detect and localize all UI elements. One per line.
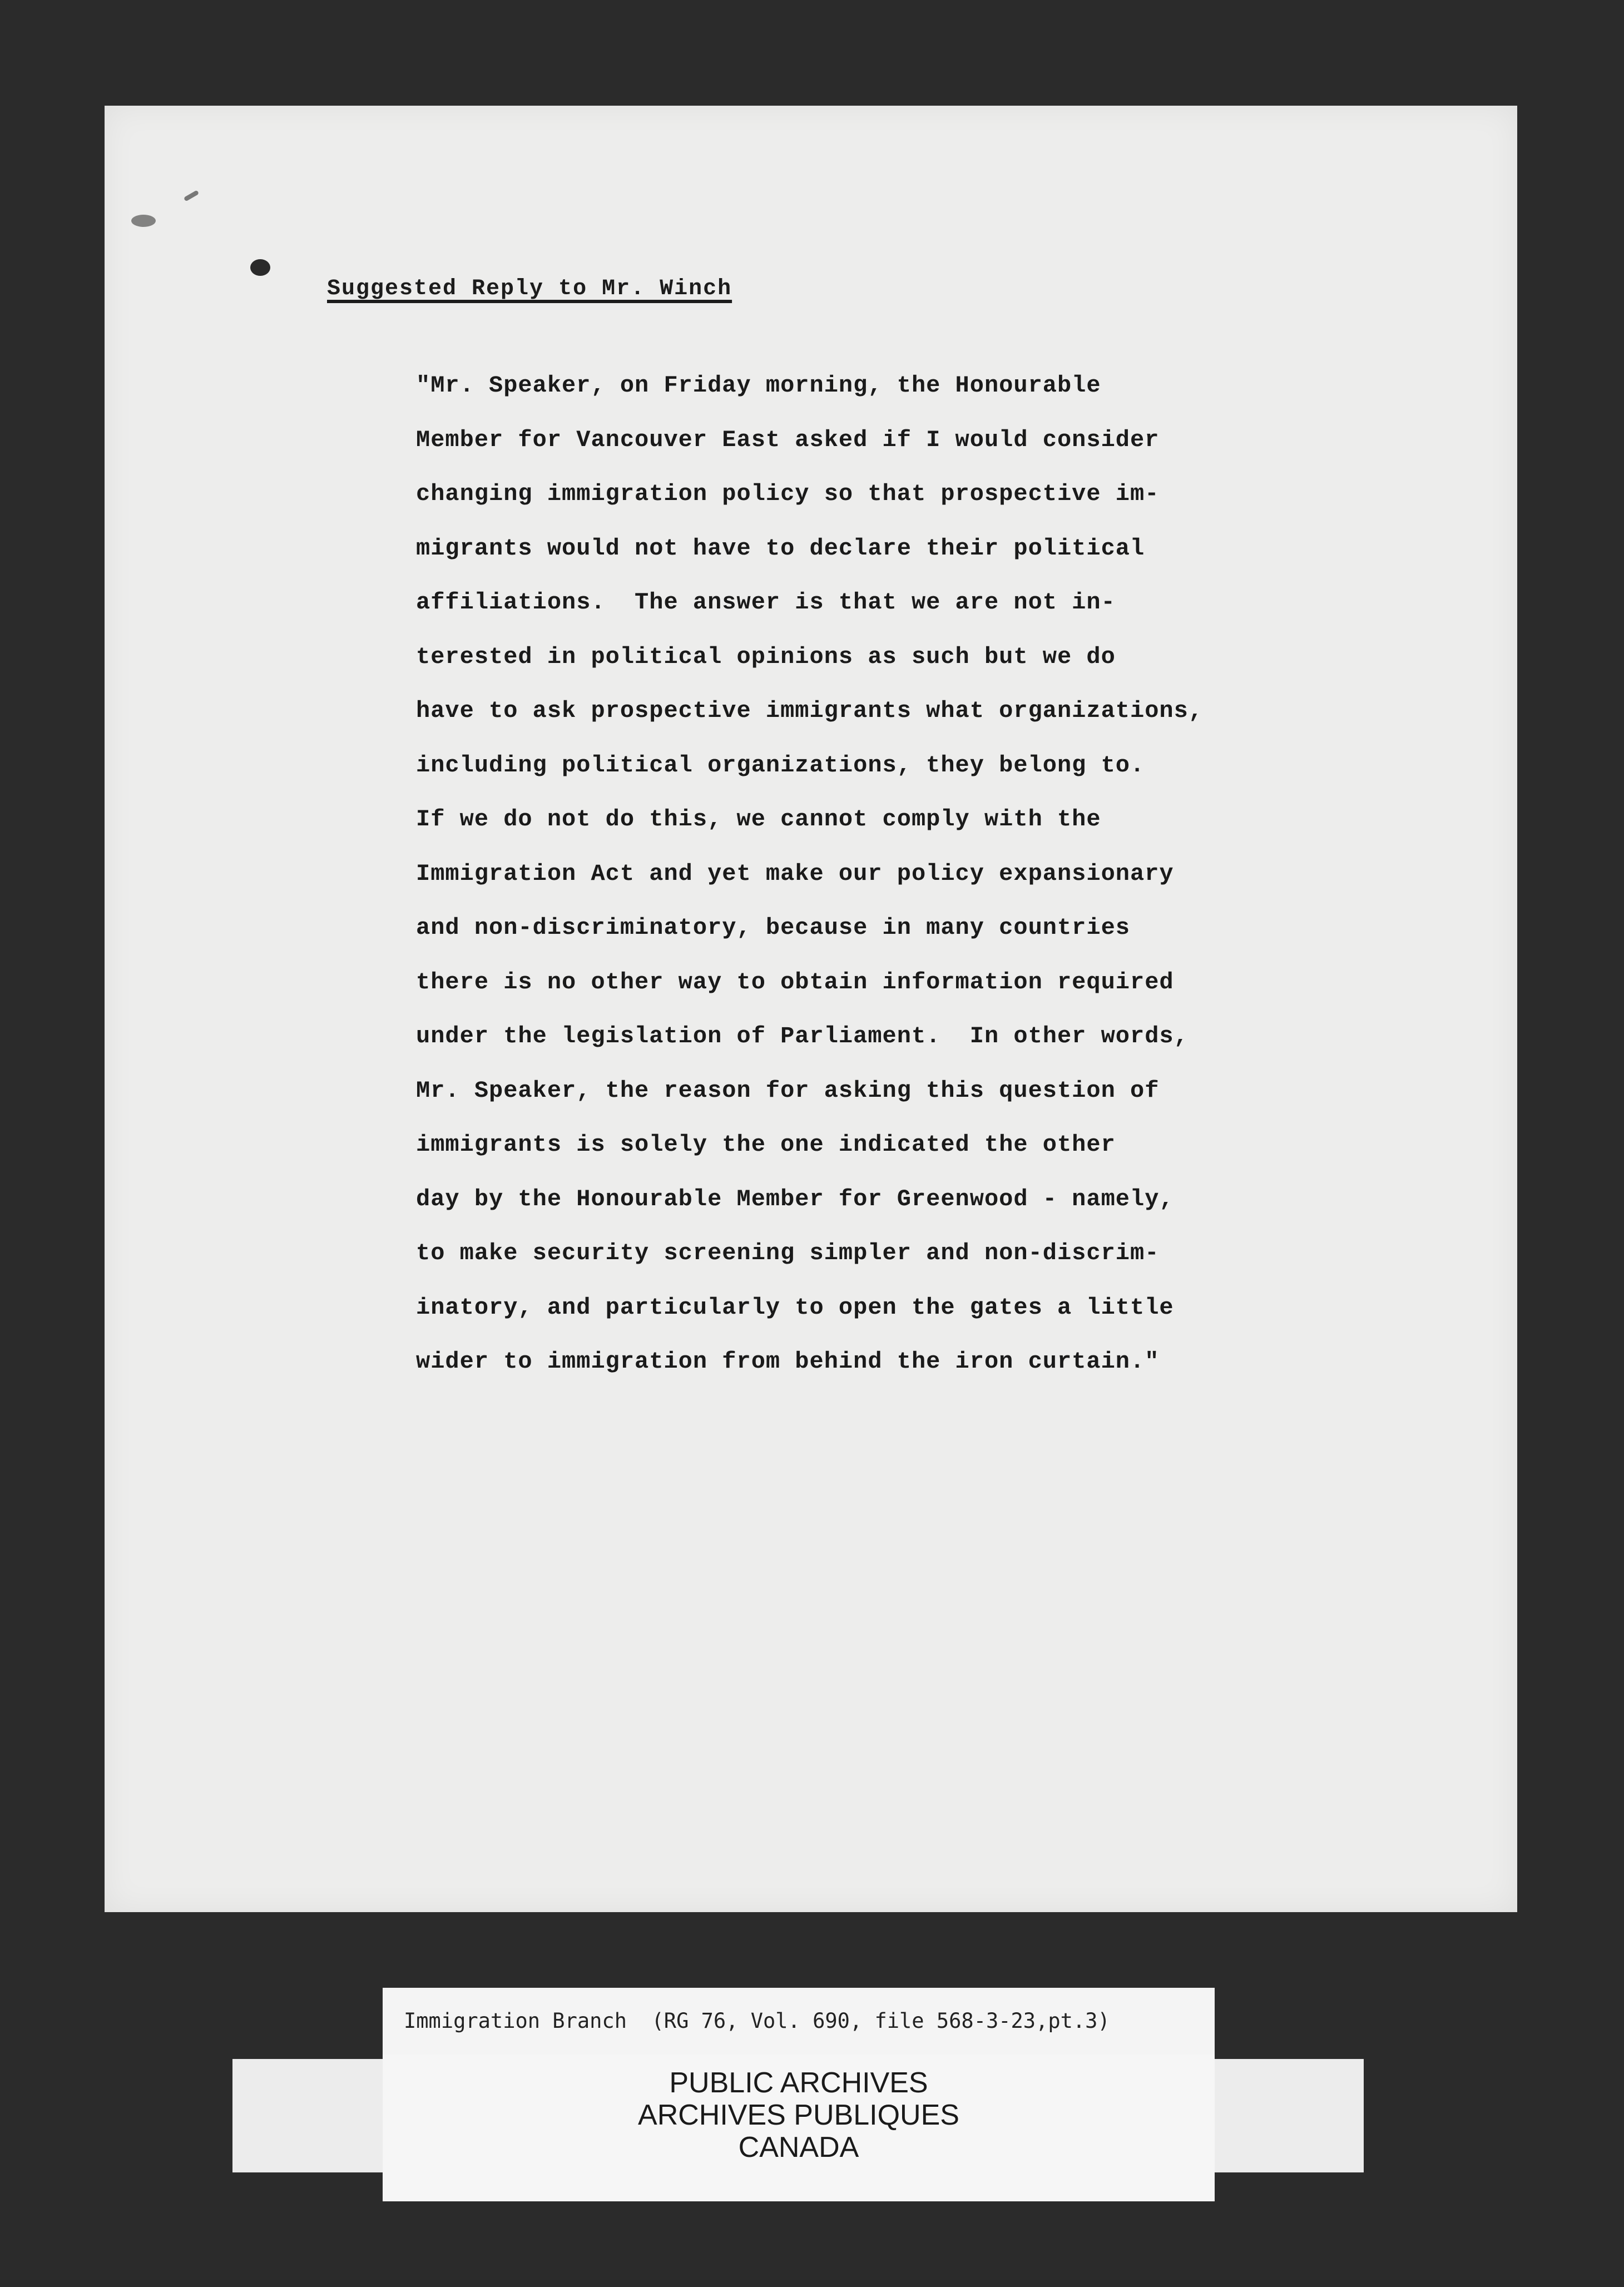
ink-smudge	[131, 215, 156, 227]
body-line: affiliations. The answer is that we are not in-	[416, 589, 1116, 616]
body-line: "Mr. Speaker, on Friday morning, the Honourable	[416, 372, 1101, 399]
ink-mark	[184, 190, 199, 202]
body-line: Mr. Speaker, the reason for asking this question of	[416, 1077, 1160, 1104]
archive-reference: Immigration Branch (RG 76, Vol. 690, file 568-3-23,pt.3)	[404, 2009, 1110, 2033]
body-line: have to ask prospective immigrants what organizations,	[416, 697, 1204, 724]
body-line: changing immigration policy so that prospective im-	[416, 481, 1160, 507]
stamp-line: ARCHIVES PUBLIQUES	[638, 2099, 959, 2131]
body-line: Immigration Act and yet make our policy expansionary	[416, 860, 1174, 887]
archive-stamp	[383, 2067, 1215, 2164]
archive-stamp-label	[383, 2047, 1215, 2201]
stamp-line: CANADA	[738, 2131, 859, 2164]
document-title: Suggested Reply to Mr. Winch	[327, 276, 732, 301]
body-line: inatory, and particularly to open the gates a little	[416, 1294, 1174, 1321]
archive-reference-label	[383, 1988, 1215, 2055]
body-line: including political organizations, they belong to.	[416, 751, 1145, 779]
body-line: wider to immigration from behind the iron curtain."	[416, 1348, 1160, 1375]
body-line: immigrants is solely the one indicated the other	[416, 1131, 1116, 1158]
body-line: terested in political opinions as such but we do	[416, 643, 1116, 670]
body-line: there is no other way to obtain information required	[416, 968, 1174, 996]
body-line: to make security screening simpler and non-discrim-	[416, 1240, 1160, 1266]
stamp-line: PUBLIC ARCHIVES	[669, 2067, 928, 2099]
ink-blot	[250, 259, 270, 276]
body-line: day by the Honourable Member for Greenwood - namely,	[416, 1185, 1174, 1212]
document-page	[105, 106, 1517, 1912]
body-line: If we do not do this, we cannot comply with the	[416, 806, 1101, 833]
body-line: migrants would not have to declare their political	[416, 534, 1145, 562]
body-line: and non-discriminatory, because in many countries	[416, 914, 1131, 941]
reply-body	[416, 359, 1439, 1389]
body-line: Member for Vancouver East asked if I would consider	[416, 426, 1160, 453]
body-line: under the legislation of Parliament. In other words,	[416, 1023, 1189, 1050]
